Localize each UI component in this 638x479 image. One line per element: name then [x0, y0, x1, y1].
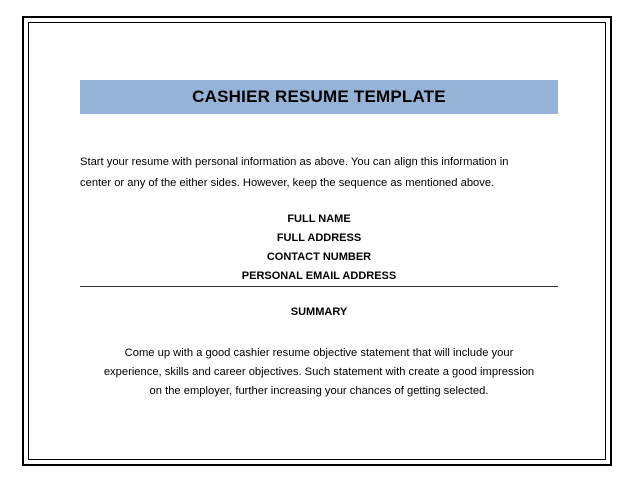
summary-paragraph: [76, 344, 562, 401]
intro-line: Start your resume with personal information as above. You can align this information in: [80, 156, 509, 168]
full-address-field: FULL ADDRESS: [276, 232, 362, 244]
contact-header-block: [80, 210, 558, 286]
summary-line: Come up with a good cashier resume objective statement that will include your: [124, 347, 514, 359]
summary-line: experience, skills and career objectives. Such statement with create a good impression: [103, 366, 535, 378]
full-name-field: FULL NAME: [287, 213, 351, 225]
summary-heading: SUMMARY: [290, 306, 348, 318]
intro-paragraph: [80, 152, 564, 194]
email-address-field: PERSONAL EMAIL ADDRESS: [241, 270, 397, 282]
horizontal-divider: [80, 286, 558, 287]
title-bar: [80, 80, 558, 114]
document-title: CASHIER RESUME TEMPLATE: [192, 87, 446, 106]
intro-line: center or any of the either sides. However, keep the sequence as mentioned above.: [80, 177, 495, 189]
summary-line: on the employer, further increasing your chances of getting selected.: [149, 385, 489, 397]
contact-number-field: CONTACT NUMBER: [266, 251, 372, 263]
